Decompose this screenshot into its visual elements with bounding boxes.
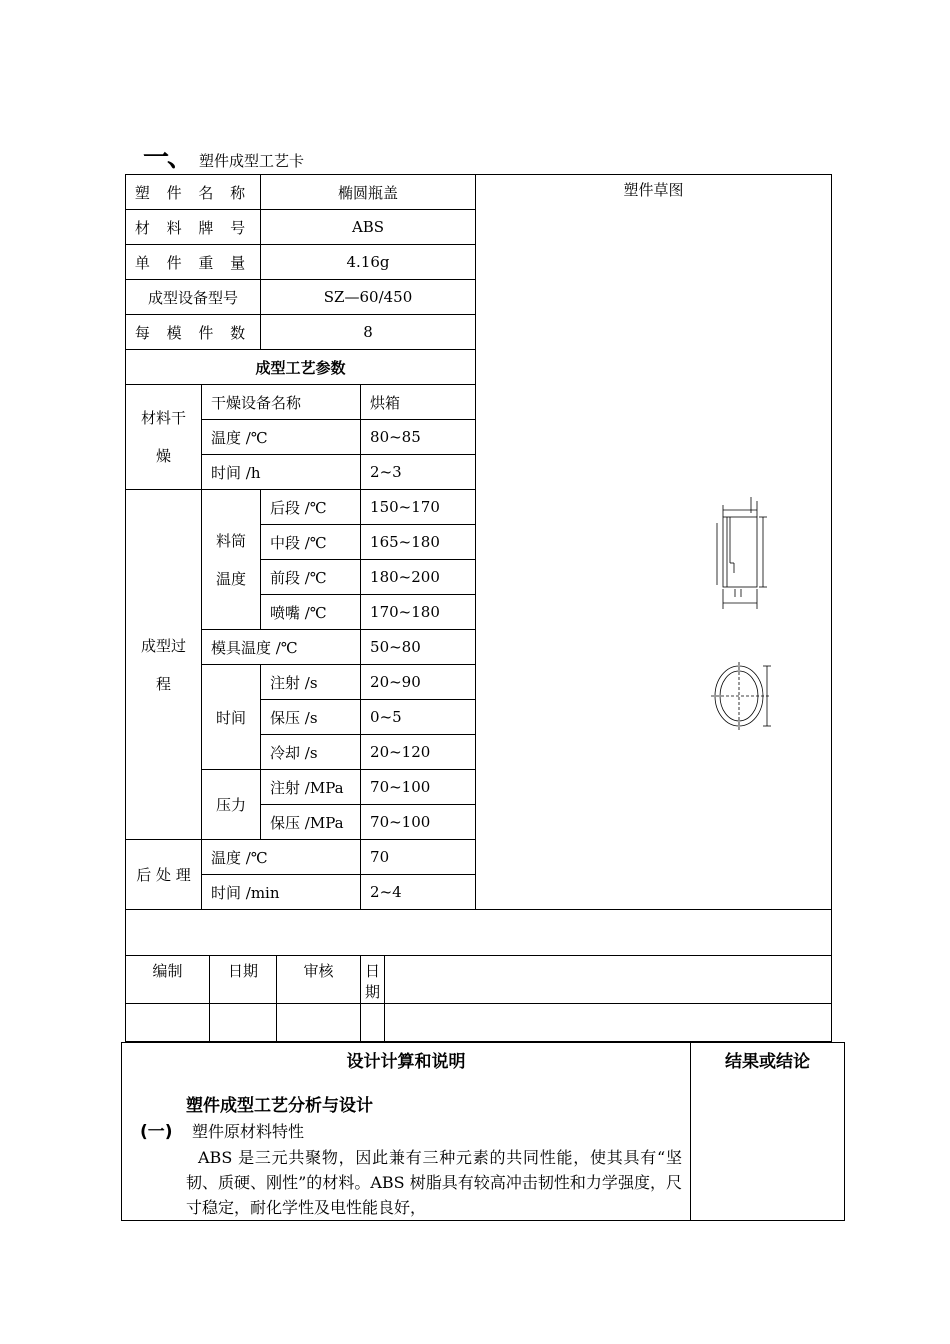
- pressure-row-label: 保压 /MPa: [261, 805, 361, 840]
- post-row-value: 70: [361, 840, 476, 875]
- post-row-value: 2~4: [361, 875, 476, 910]
- section-title: 塑件成型工艺卡: [199, 152, 305, 170]
- calc-table: [121, 1042, 845, 1221]
- time-row-value: 20~120: [361, 735, 476, 770]
- drying-row-label: 温度 /℃: [202, 420, 361, 455]
- mold-temp-value: 50~80: [361, 630, 476, 665]
- barrel-row-label: 前段 /℃: [261, 560, 361, 595]
- calc-side-cell: [691, 1043, 845, 1221]
- pressure-row-value: 70~100: [361, 770, 476, 805]
- calc-header-left: 设计计算和说明: [346, 1052, 466, 1072]
- drying-row-value: 烘箱: [361, 385, 476, 420]
- weight-value: 4.16g: [261, 245, 476, 280]
- params-title: 成型工艺参数: [126, 350, 476, 385]
- part-name-value: 椭圆瓶盖: [261, 175, 476, 210]
- sketch-label: 塑件草图: [623, 181, 684, 199]
- date-label: 日期: [361, 956, 385, 1004]
- barrel-row-label: 中段 /℃: [261, 525, 361, 560]
- reviewer-label: 审核: [277, 956, 361, 1004]
- sign-blank: [385, 1004, 832, 1042]
- drying-row-value: 2~3: [361, 455, 476, 490]
- drying-row-label: 干燥设备名称: [202, 385, 361, 420]
- barrel-row-value: 165~180: [361, 525, 476, 560]
- time-row-label: 注射 /s: [261, 665, 361, 700]
- barrel-row-label: 喷嘴 /℃: [261, 595, 361, 630]
- weight-label: 单 件 重 量: [126, 245, 261, 280]
- barrel-row-value: 170~180: [361, 595, 476, 630]
- cavities-label: 每 模 件 数: [126, 315, 261, 350]
- time-row-label: 保压 /s: [261, 700, 361, 735]
- reviewer-field: [277, 1004, 361, 1042]
- part-sketch-top-view: [709, 660, 779, 740]
- cavities-value: 8: [261, 315, 476, 350]
- section-title: 塑件成型工艺分析与设计: [186, 1096, 373, 1116]
- post-row-label: 时间 /min: [202, 875, 361, 910]
- pressure-row-label: 注射 /MPa: [261, 770, 361, 805]
- process-card-table: [125, 174, 832, 1042]
- mold-temp-label: 模具温度 /℃: [202, 630, 361, 665]
- machine-value: SZ—60/450: [261, 280, 476, 315]
- calc-main-cell: [122, 1043, 691, 1221]
- material-label: 材 料 牌 号: [126, 210, 261, 245]
- time-row-value: 20~90: [361, 665, 476, 700]
- drying-row-value: 80~85: [361, 420, 476, 455]
- section-heading: [143, 137, 304, 174]
- sign-blank: [385, 956, 832, 1004]
- post-row-label: 温度 /℃: [202, 840, 361, 875]
- drying-group-label: 材料干燥: [126, 385, 202, 490]
- blank-row: [126, 910, 832, 956]
- material-value: ABS: [261, 210, 476, 245]
- pressure-row-value: 70~100: [361, 805, 476, 840]
- subsection-title: 塑件原材料特性: [192, 1122, 305, 1141]
- material-paragraph: ABS 是三元共聚物，因此兼有三种元素的共同性能，使其具有“坚韧、质硬、刚性”的材料。ABS 树脂具有较高冲击韧性和力学强度，尺寸稳定，耐化学性及电性能良好，: [186, 1148, 682, 1217]
- editor-label: 编制: [126, 956, 210, 1004]
- part-sketch-side-view: [711, 493, 791, 623]
- editor-field: [126, 1004, 210, 1042]
- sketch-cell: [476, 175, 832, 910]
- molding-group-label: 成型过程: [126, 490, 202, 840]
- subsection-number: (一): [140, 1122, 173, 1142]
- time-row-value: 0~5: [361, 700, 476, 735]
- drying-row-label: 时间 /h: [202, 455, 361, 490]
- post-group-label: 后 处 理: [126, 840, 202, 910]
- pressure-group-label: 压力: [202, 770, 261, 840]
- barrel-row-value: 150~170: [361, 490, 476, 525]
- barrel-temp-label: 料筒温度: [202, 490, 261, 630]
- machine-label: 成型设备型号: [126, 280, 261, 315]
- time-row-label: 冷却 /s: [261, 735, 361, 770]
- section-number: 一、: [143, 143, 192, 173]
- part-name-label: 塑 件 名 称: [126, 175, 261, 210]
- date-field: [210, 1004, 277, 1042]
- barrel-row-value: 180~200: [361, 560, 476, 595]
- time-group-label: 时间: [202, 665, 261, 770]
- calc-header-right: 结果或结论: [725, 1052, 810, 1072]
- date-label: 日期: [210, 956, 277, 1004]
- barrel-row-label: 后段 /℃: [261, 490, 361, 525]
- date-field: [361, 1004, 385, 1042]
